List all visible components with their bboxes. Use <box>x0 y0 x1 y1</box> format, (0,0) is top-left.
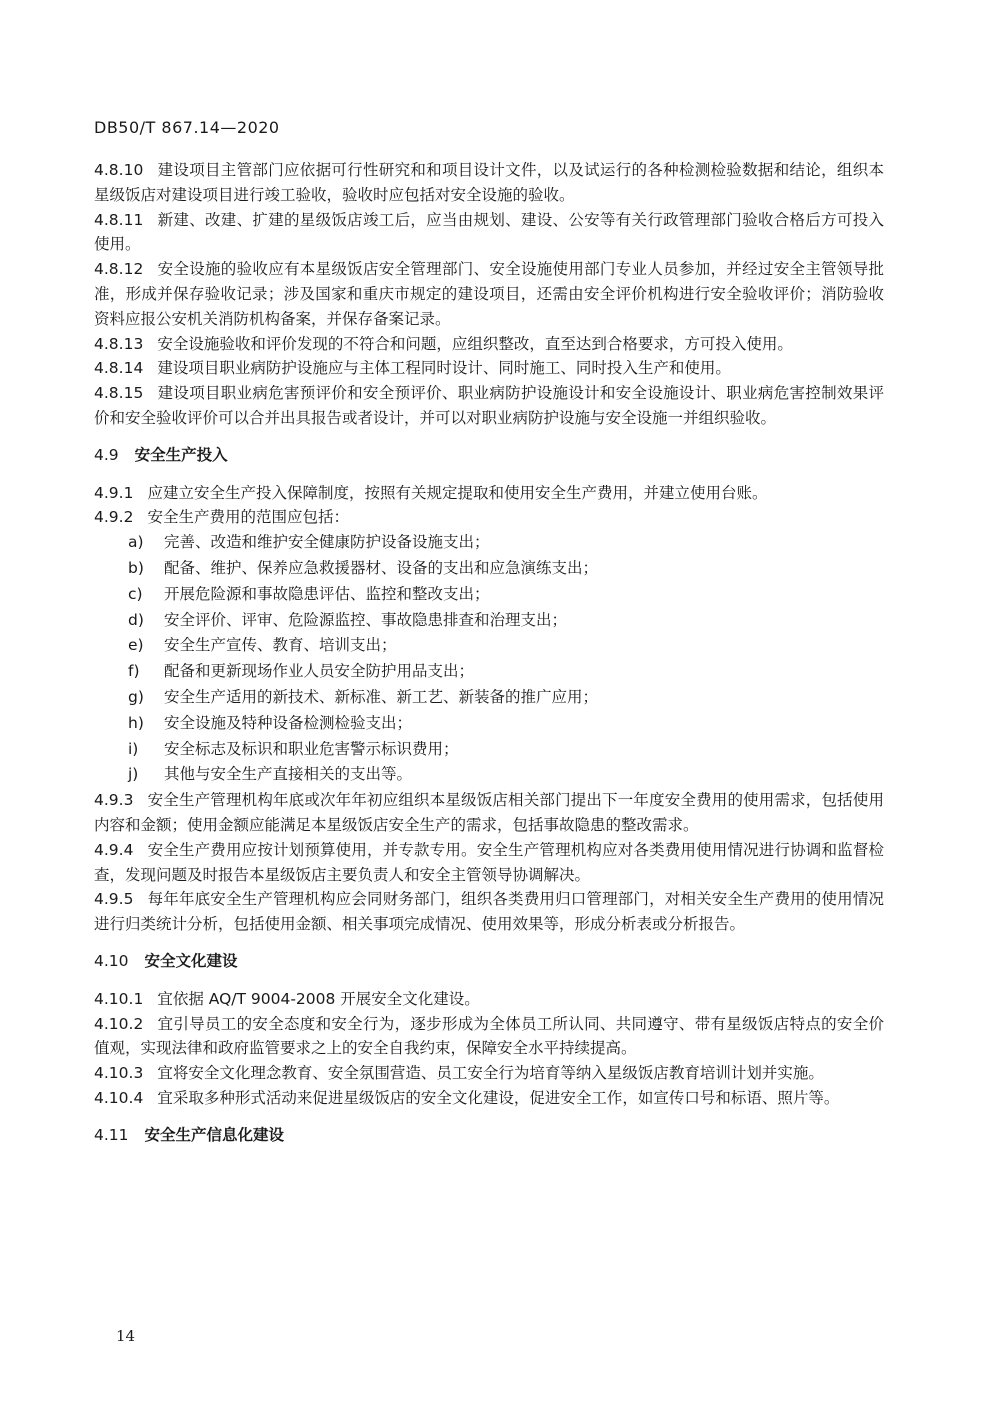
clause-number: 4.9.1 <box>94 483 134 502</box>
clause-number: 4.8.15 <box>94 384 144 403</box>
clause-number: 4.10.1 <box>94 989 144 1008</box>
list-item <box>128 762 884 788</box>
list-item <box>128 530 884 556</box>
list-item-text: 安全生产宣传、教育、培训支出； <box>164 636 397 655</box>
clause-number: 4.8.12 <box>94 260 144 279</box>
clause-4-10-3 <box>94 1061 884 1086</box>
list-item-label: b) <box>128 558 144 577</box>
list-item <box>128 685 884 711</box>
page-number: 14 <box>116 1327 136 1345</box>
clause-4-10-2 <box>94 1012 884 1062</box>
clause-number: 4.10.3 <box>94 1064 144 1083</box>
clause-4-8-14 <box>94 356 884 381</box>
clause-number: 4.9.4 <box>94 840 134 859</box>
clause-text: 建设项目职业病危害预评价和安全预评价、职业病防护设施设计和安全设施设计、职业病危害控制效果评价和安全验收评价可以合并出具报告或者设计，并可以对职业病防护设施与安全设施一并组织验收。 <box>94 384 884 427</box>
list-item-label: d) <box>128 610 144 629</box>
list-item-label: g) <box>128 687 144 706</box>
list-item <box>128 582 884 608</box>
list-item-text: 配备和更新现场作业人员安全防护用品支出； <box>164 662 475 681</box>
clause-4-9-5 <box>94 887 884 937</box>
clause-text: 宜引导员工的安全态度和安全行为，逐步形成为全体员工所认同、共同遵守、带有星级饭店特点的安全价值观，实现法律和政府监管要求之上的安全自我约束，保障安全水平持续提高。 <box>94 1014 884 1058</box>
clause-text: 安全生产费用的范围应包括： <box>147 508 349 527</box>
list-item-text: 配备、维护、保养应急救援器材、设备的支出和应急演练支出； <box>164 558 599 577</box>
clause-text: 安全设施验收和评价发现的不符合和问题，应组织整改，直至达到合格要求，方可投入使用。 <box>157 334 793 353</box>
document-id: DB50/T 867.14—2020 <box>94 118 280 137</box>
section-heading-4-9 <box>94 443 884 468</box>
clause-number: 4.9.3 <box>94 791 134 810</box>
clause-text: 安全生产管理机构年底或次年年初应组织本星级饭店相关部门提出下一年度安全费用的使用需求，包括使用内容和金额；使用金额应能满足本星级饭店安全生产的需求，包括事故隐患的整改需求。 <box>94 791 884 834</box>
list-item-text: 安全标志及标识和职业危害警示标识费用； <box>164 739 459 758</box>
clause-text: 宜将安全文化理念教育、安全氛围营造、员工安全行为培育等纳入星级饭店教育培训计划并实施。 <box>157 1064 824 1083</box>
clause-text: 应建立安全生产投入保障制度，按照有关规定提取和使用安全生产费用，并建立使用台账。 <box>147 483 768 502</box>
clause-text: 建设项目主管部门应依据可行性研究和和项目设计文件，以及试运行的各种检测检验数据和结论，组织本星级饭店对建设项目进行竣工验收，验收时应包括对安全设施的验收。 <box>94 161 884 204</box>
section-title: 安全生产信息化建设 <box>144 1125 285 1144</box>
clause-number: 4.9.5 <box>94 890 134 909</box>
clause-text: 安全生产费用应按计划预算使用，并专款专用。安全生产管理机构应对各类费用使用情况进行协调和监督检查，发现问题及时报告本星级饭店主要负责人和安全主管领导协调解决。 <box>94 840 884 884</box>
clause-4-8-11 <box>94 208 884 258</box>
page-body <box>94 158 884 1160</box>
clause-number: 4.8.13 <box>94 334 144 353</box>
clause-4-8-15 <box>94 381 884 431</box>
section-title: 安全文化建设 <box>144 951 238 970</box>
clause-text: 宜依据 AQ/T 9004-2008 开展安全文化建设。 <box>157 989 480 1008</box>
list-item-label: c) <box>128 584 143 603</box>
section-number: 4.10 <box>94 951 129 970</box>
clause-text: 宜采取多种形式活动来促进星级饭店的安全文化建设，促进安全工作，如宣传口号和标语、照片等。 <box>157 1088 840 1107</box>
list-item <box>128 556 884 582</box>
clause-4-9-1 <box>94 481 884 506</box>
list-item-text: 安全评价、评审、危险源监控、事故隐患排查和治理支出； <box>164 610 568 629</box>
list-item <box>128 711 884 737</box>
clause-4-10-1 <box>94 987 884 1012</box>
section-number: 4.9 <box>94 445 119 464</box>
clause-4-8-13 <box>94 332 884 357</box>
list-item <box>128 608 884 634</box>
clause-number: 4.8.10 <box>94 161 144 179</box>
clause-4-10-4 <box>94 1086 884 1111</box>
clause-text: 建设项目职业病防护设施应与主体工程同时设计、同时施工、同时投入生产和使用。 <box>157 359 731 378</box>
list-item-text: 安全设施及特种设备检测检验支出； <box>164 713 413 732</box>
list-item <box>128 659 884 685</box>
list-item-label: f) <box>128 662 140 681</box>
clause-4-8-12 <box>94 257 884 331</box>
list-item-text: 开展危险源和事故隐患评估、监控和整改支出； <box>164 584 490 603</box>
list-item-text: 其他与安全生产直接相关的支出等。 <box>164 765 413 784</box>
list-item-label: a) <box>128 533 144 552</box>
clause-number: 4.8.14 <box>94 359 144 378</box>
clause-number: 4.10.2 <box>94 1014 144 1033</box>
clause-4-9-3 <box>94 788 884 838</box>
list-item-label: h) <box>128 713 144 732</box>
clause-4-8-10 <box>94 158 884 208</box>
clause-number: 4.8.11 <box>94 210 144 229</box>
list-item-label: j) <box>128 765 139 784</box>
clause-text: 安全设施的验收应有本星级饭店安全管理部门、安全设施使用部门专业人员参加，并经过安全主管领导批准，形成并保存验收记录；涉及国家和重庆市规定的建设项目，还需由安全评价机构进行安全验收评价；消防验收资料应报公安机关消防机构备案，并保存备案记录。 <box>94 260 884 328</box>
clause-4-9-4 <box>94 838 884 888</box>
clause-text: 每年年底安全生产管理机构应会同财务部门，组织各类费用归口管理部门，对相关安全生产费用的使用情况进行归类统计分析，包括使用金额、相关事项完成情况、使用效果等，形成分析表或分析报告。 <box>94 890 884 934</box>
list-item <box>128 633 884 659</box>
list-item-text: 完善、改造和维护安全健康防护设备设施支出； <box>164 533 490 552</box>
list-item <box>128 737 884 763</box>
list-item-label: e) <box>128 636 144 655</box>
clause-number: 4.9.2 <box>94 508 134 527</box>
clause-4-9-2 <box>94 505 884 530</box>
list-item-label: i) <box>128 739 139 758</box>
section-heading-4-11 <box>94 1123 884 1148</box>
list-item-text: 安全生产适用的新技术、新标准、新工艺、新装备的推广应用； <box>164 687 599 706</box>
clause-text: 新建、改建、扩建的星级饭店竣工后，应当由规划、建设、公安等有关行政管理部门验收合格后方可投入使用。 <box>94 210 884 254</box>
section-title: 安全生产投入 <box>134 445 228 464</box>
section-number: 4.11 <box>94 1125 129 1144</box>
section-heading-4-10 <box>94 949 884 974</box>
clause-number: 4.10.4 <box>94 1088 144 1107</box>
